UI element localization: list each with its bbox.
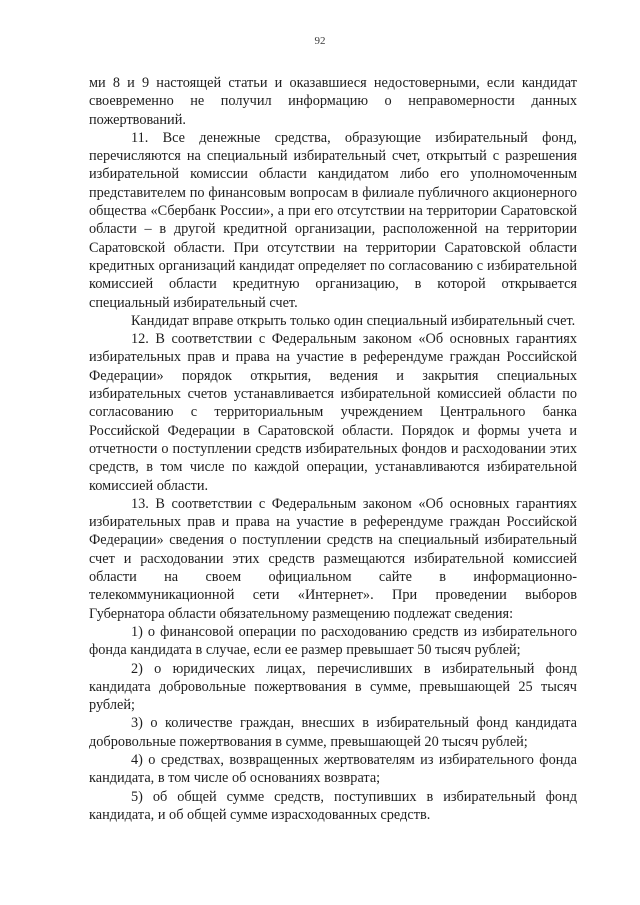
paragraph-item-12: 12. В соответствии с Федеральным законом «Об основных гарантиях избирательных прав и права на участие в референдуме граждан Российской Федерации» порядок открытия, ведения и закрытия специальных избирательных счетов устанавливается избирательной комиссией области по согласованию с территориальным учреждением Центрального банка Российской Федерации в Саратовской области. Порядок и формы учета и отчетности о поступлении средств избирательных фондов и расходовании этих средств, в том числе по каждой операции, устанавливаются избирательной комиссией области. [89, 331, 577, 494]
list-item-4: 4) о средствах, возвращенных жертвователям из избирательного фонда кандидата, в том числе об основаниях возврата; [89, 751, 577, 787]
list-item-3: 3) о количестве граждан, внесших в избирательный фонд кандидата добровольные пожертвования в сумме, превышающей 20 тысяч рублей; [89, 715, 577, 750]
paragraph-continuation: ми 8 и 9 настоящей статьи и оказавшиеся недостоверными, если кандидат своевременно не получил информацию о неправомерности данных пожертвований. [89, 75, 577, 128]
list-item-5: 5) об общей сумме средств, поступивших в избирательный фонд кандидата, и об общей сумме израсходованных средств. [89, 788, 577, 823]
document-body [89, 74, 577, 824]
paragraph-item-11: 11. Все денежные средства, образующие избирательный фонд, перечисляются на специальный избирательный счет, открытый с разрешения избирательной комиссии области кандидатом либо его уполномоченным представителем по финансовым вопросам в филиале публичного акционерного общества «Сбербанк России», а при его отсутствии на территории Саратовской области – в другой кредитной организации, расположенной на территории Саратовской области. При отсутствии на территории Саратовской области кредитных организаций кандидат определяет по согласованию с избирательной комиссией области кредитную организацию, в которой открывается специальный избирательный счет. [89, 129, 577, 311]
list-item-2: 2) о юридических лицах, перечисливших в избирательный фонд кандидата добровольные пожертвования в сумме, превышающей 25 тысяч рублей; [89, 660, 577, 714]
paragraph-item-13: 13. В соответствии с Федеральным законом «Об основных гарантиях избирательных прав и права на участие в референдуме граждан Российской Федерации» сведения о поступлении средств на специальный избирательный счет и расходовании этих средств размещаются избирательной комиссией области на своем официальном сайте в информационно-телекоммуникационной сети «Интернет». При проведении выборов Губернатора области обязательному размещению подлежат сведения: [89, 495, 577, 622]
paragraph-single-account: Кандидат вправе открыть только один специальный избирательный счет. [131, 312, 576, 329]
page-number: 92 [314, 35, 326, 47]
list-item-1: 1) о финансовой операции по расходованию средств из избирательного фонда кандидата в случае, если ее размер превышает 50 тысяч рублей; [89, 623, 577, 659]
